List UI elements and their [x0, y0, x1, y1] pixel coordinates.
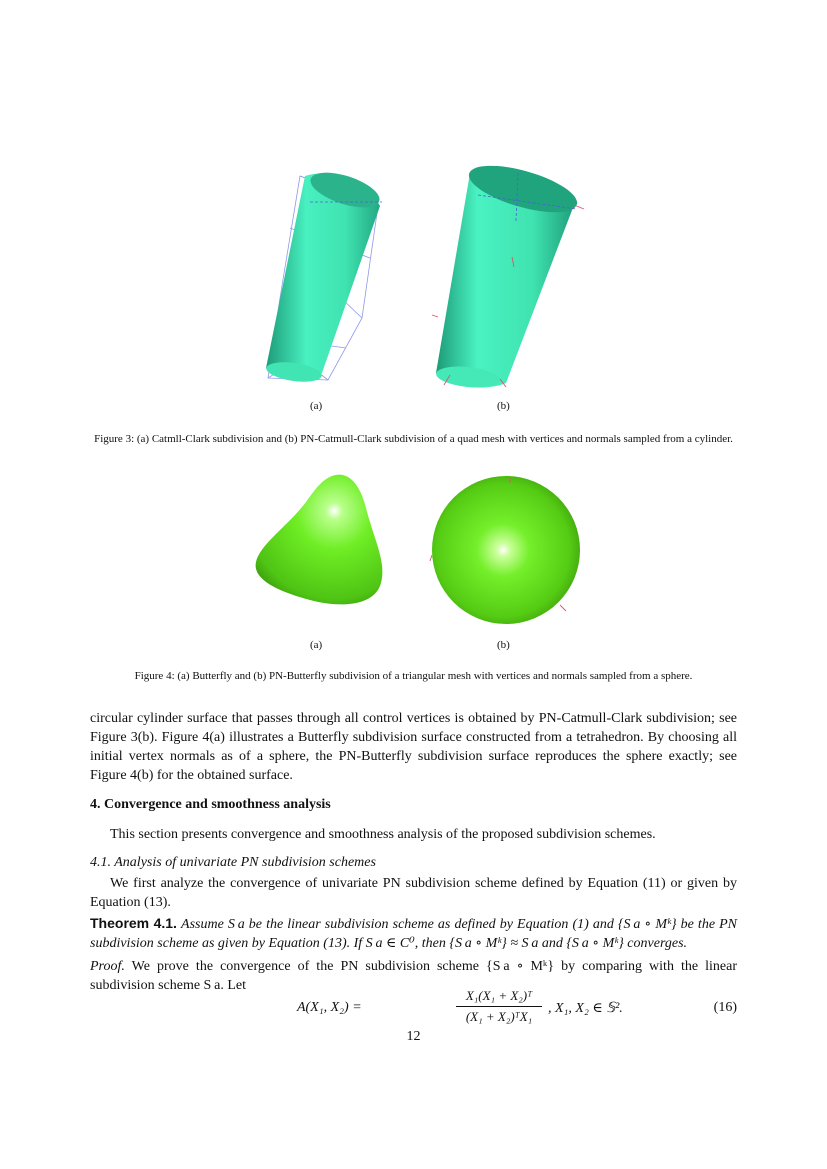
figure-4b-label: (b) — [497, 639, 510, 651]
figure-3a-label: (a) — [310, 400, 323, 412]
theorem-block — [90, 914, 737, 953]
equation-16 — [90, 988, 737, 1034]
equation-numerator: X₁(X₁ + X₂)ᵀ — [456, 988, 542, 1007]
theorem-label: Theorem 4.1. — [90, 915, 177, 931]
section-heading: 4. Convergence and smoothness analysis — [90, 797, 331, 812]
figure-3b-label: (b) — [497, 400, 510, 412]
paragraph-continuation: circular cylinder surface that passes through all control vertices is obtained by PN-Catmull-Clark subdivision; see Figure 3(b). Figure 4(a) illustrates a Butterfly subdivision surface constructed from a tetrahedron. By choosing all initial vertex normals as of a sphere, the PN-Butterfly subdivision surface reproduces the sphere exactly; see Figure 4(b) for the obtained surface. — [90, 711, 737, 783]
subsection-paragraph: We first analyze the convergence of univariate PN subdivision scheme defined by Equation (11) or given by Equation (13). — [90, 876, 737, 910]
figure-3b-pn-catmull-clark — [428, 165, 588, 393]
equation-rhs: , X₁, X₂ ∈ 𝕊². — [548, 1001, 623, 1016]
proof-label: Proof. — [90, 959, 125, 974]
figure-4b-pn-butterfly — [428, 475, 586, 625]
theorem-text: Assume S a be the linear subdivision scheme as defined by Equation (1) and {S a ∘ Mᵏ} be the PN subdivision scheme as given by Equation (13). If S a ∈ C⁰, then {S a ∘ Mᵏ} ≈ S a and {S a ∘ Mᵏ} converges. — [90, 917, 738, 951]
page-number: 12 — [406, 1029, 421, 1044]
figure-4-caption: Figure 4: (a) Butterfly and (b) PN-Butterfly subdivision of a triangular mesh with vertices and normals sampled from a sphere. — [134, 670, 693, 682]
figure-3a-catmull-clark — [250, 168, 395, 388]
proof-text: We prove the convergence of the PN subdivision scheme {S a ∘ Mᵏ} by comparing with the linear subdivision scheme S a. Let — [90, 959, 737, 993]
figure-3-caption: Figure 3: (a) Catmll-Clark subdivision and (b) PN-Catmull-Clark subdivision of a quad mesh with vertices and normals sampled from a cylinder. — [94, 433, 733, 445]
equation-lhs: A(X₁, X₂) = — [297, 1000, 362, 1015]
equation-fraction — [456, 988, 542, 1025]
equation-number: (16) — [713, 1000, 737, 1015]
equation-denominator: (X₁ + X₂)ᵀX₁ — [465, 1009, 533, 1024]
figure-4a-butterfly — [248, 468, 396, 610]
subsection-heading: 4.1. Analysis of univariate PN subdivision schemes — [90, 855, 376, 870]
section-intro: This section presents convergence and smoothness analysis of the proposed subdivision schemes. — [110, 827, 656, 842]
figure-4a-label: (a) — [310, 639, 323, 651]
